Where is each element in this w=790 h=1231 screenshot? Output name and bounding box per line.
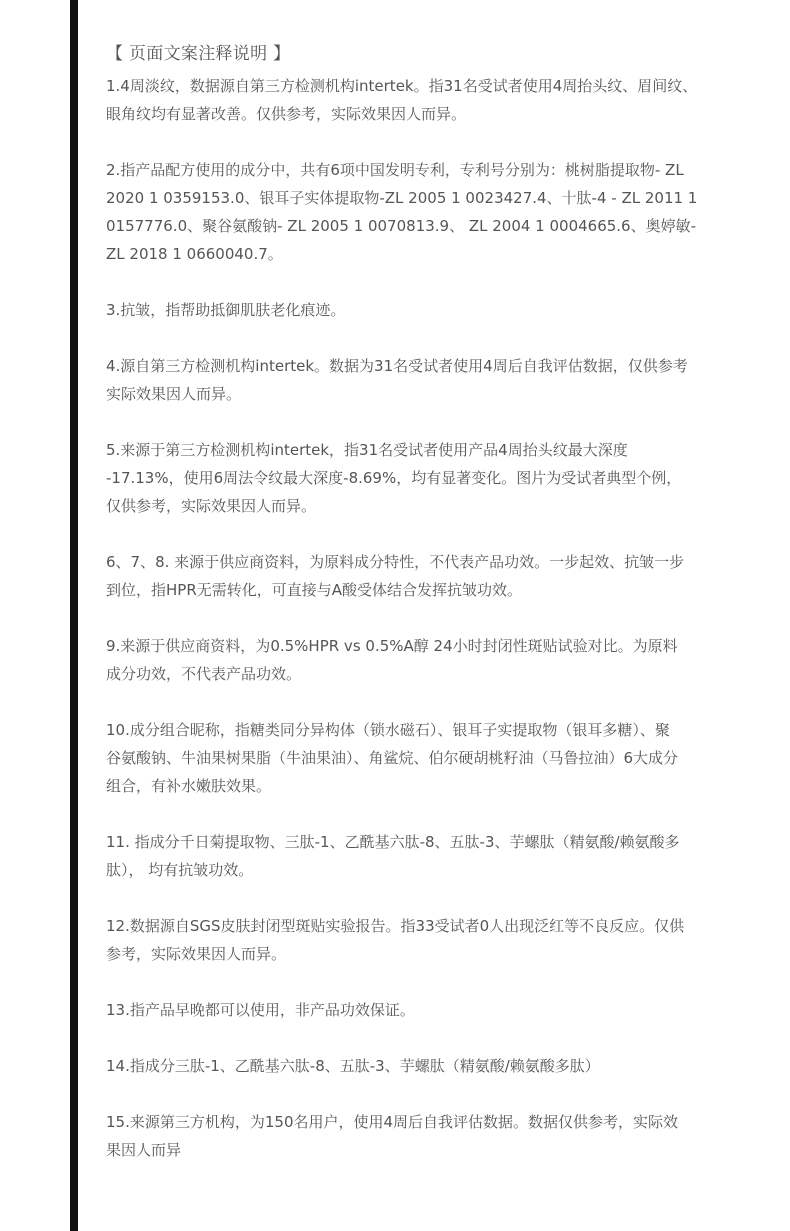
note-9: 9.来源于供应商资料，为0.5%HPR vs 0.5%A醇 24小时封闭性斑贴试验对比。为原料 成分功效，不代表产品功效。: [106, 637, 678, 683]
note-2: 2.指产品配方使用的成分中，共有6项中国发明专利，专利号分别为：桃树脂提取物- ZL 2020 1 0359153.0、银耳子实体提取物-ZL 2005 1 0023427.4、十肽-4 - ZL 2011 1 0157776.0、聚谷氨酸钠- ZL 2005 1 0070813.9、 ZL 2004 1 0004665.6、奥婷敏- ZL 2018 1 0660040.7。: [106, 161, 698, 263]
note-15: 15.来源第三方机构，为150名用户，使用4周后自我评估数据。数据仅供参考，实际效 果因人而异: [106, 1113, 679, 1159]
note-11: 11. 指成分千日菊提取物、三肽-1、乙酰基六肽-8、五肽-3、芋螺肽（精氨酸/赖氨酸多 肽）， 均有抗皱功效。: [106, 833, 680, 879]
note-10: 10.成分组合昵称，指糖类同分异构体（锁水磁石）、银耳子实提取物（银耳多糖）、聚 谷氨酸钠、牛油果树果脂（牛油果油）、角鲨烷、伯尔硬胡桃籽油（马鲁拉油）6大成分 组合，有补水嫩肤效果。: [106, 721, 679, 795]
note-6-7-8: 6、7、8. 来源于供应商资料，为原料成分特性，不代表产品功效。一步起效、抗皱一步 到位，指HPR无需转化，可直接与A酸受体结合发挥抗皱功效。: [106, 553, 685, 599]
note-1: 1.4周淡纹，数据源自第三方检测机构intertek。指31名受试者使用4周抬头纹、眉间纹、 眼角纹均有显著改善。仅供参考，实际效果因人而异。: [106, 77, 698, 123]
note-13: 13.指产品早晚都可以使用，非产品功效保证。: [106, 1001, 415, 1019]
note-3: 3.抗皱，指帮助抵御肌肤老化痕迹。: [106, 301, 346, 319]
page-title: 【 页面文案注释说明 】: [106, 44, 291, 64]
left-border-bar: [70, 0, 78, 1231]
note-4: 4.源自第三方检测机构intertek。数据为31名受试者使用4周后自我评估数据，仅供参考 实际效果因人而异。: [106, 357, 688, 403]
note-14: 14.指成分三肽-1、乙酰基六肽-8、五肽-3、芋螺肽（精氨酸/赖氨酸多肽）: [106, 1057, 600, 1075]
annotation-content: [106, 40, 766, 1164]
note-12: 12.数据源自SGS皮肤封闭型斑贴实验报告。指33受试者0人出现泛红等不良反应。仅供 参考，实际效果因人而异。: [106, 917, 685, 963]
note-5: 5.来源于第三方检测机构intertek，指31名受试者使用产品4周抬头纹最大深度 -17.13%，使用6周法令纹最大深度-8.69%，均有显著变化。图片为受试者典型个例， 仅供参考，实际效果因人而异。: [106, 441, 682, 515]
